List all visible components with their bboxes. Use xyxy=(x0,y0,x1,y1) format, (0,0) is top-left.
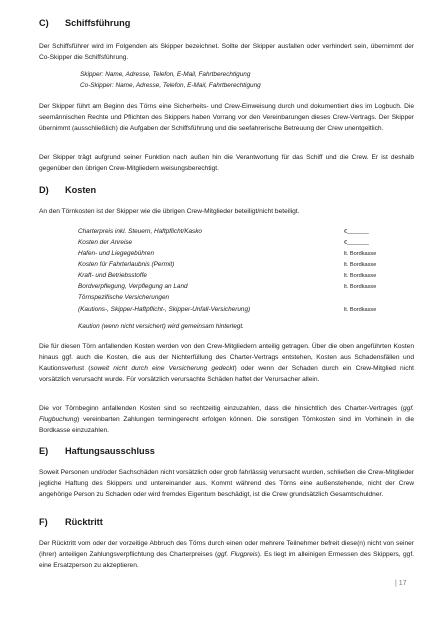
cost-value: lt. Bordkasse xyxy=(344,284,377,290)
section-f-para xyxy=(39,538,414,571)
section-d-para-1-b: soweit nicht durch eine Versicherung gedeckt xyxy=(90,365,235,372)
cost-value: €_______ xyxy=(344,229,369,235)
section-d-letter: D) xyxy=(39,185,49,195)
section-c-heading xyxy=(39,18,130,28)
section-d-intro: An den Törnkosten ist der Skipper wie die übrigen Crew-Mitglieder beteiligt/nicht beteiligt. xyxy=(39,208,300,215)
section-d-para-2 xyxy=(39,403,414,436)
cost-label: Charterpreis inkl. Steuern, Haftpflicht/Kasko xyxy=(78,228,202,235)
section-f-para-a: Der Rücktritt vom oder der vorzeitige Abbruch des Törns durch einen oder mehrere Teilnehmer befreit diese(n) nicht von seiner (ihrer) anteiligen Zahlungsverpflichtung des Charterpreises ( xyxy=(39,540,414,558)
cost-label: Kosten für Fahrterlaubnis (Permit) xyxy=(78,261,175,268)
section-d-title: Kosten xyxy=(65,185,97,195)
cost-value: lt. Bordkasse xyxy=(344,262,377,268)
section-d-para-1-c: ) oder wenn der Schaden durch ein Crew-Mitglied nicht vorsätzlich verursacht wurde. Für vorsätzlich verursachte Schäden haftet der Verursacher allein. xyxy=(39,365,414,383)
section-e-title: Haftungsausschluss xyxy=(65,446,155,456)
page-number: | 17 xyxy=(395,580,407,587)
cost-label: Törnspezifische Versicherungen xyxy=(78,294,170,301)
section-e-letter: E) xyxy=(39,446,49,456)
skipper-line: Skipper: Name, Adresse, Telefon, E-Mail, Fahrtberechtigung xyxy=(80,71,251,78)
section-e-para: Soweit Personen und/oder Sachschäden nicht vorsätzlich oder grob fahrlässig verursacht wurden, schließen die Crew-Mitglieder jegliche Haftung des Skippers und untereinander aus. Kommt während des Törns eine außenstehende, nicht der Crew angehörige Person zu Schaden oder wird fremdes Eigentum beschädigt, ist die Crew grundsätzlich Gesamtschuldner. xyxy=(39,469,414,498)
section-d-heading xyxy=(39,185,96,195)
section-c-para-2: Der Skipper führt am Beginn des Törns eine Sicherheits- und Crew-Einweisung durch und dokumentiert dies im Logbuch. Die seemännischen Rechte und Pflichten des Skippers haben Vorrang vor den Vereinbarungen dieses Crew-Vertrags. Der Skipper übernimmt (ausschließlich) die Aufgaben der Schiffsführung und die seefahrerische Betreuung der Crew unentgeltlich. xyxy=(39,103,414,132)
section-d-para-2-b: ggf. Flugbuchung xyxy=(39,405,414,423)
coskipper-line: Co-Skipper: Name, Adresse, Telefon, E-Mail, Fahrtberechtigung xyxy=(80,82,261,89)
section-d-para-1-a: Die für diesen Törn anfallenden Kosten werden von den Crew-Mitgliedern anteilig getragen. Über die oben angeführten Kosten hinaus ggf. auch die Kosten, die aus der Nichterfüllung des Charter-Vertrags entstehen, Kosten aus Schadensfällen und Kautionsverlust ( xyxy=(39,343,414,372)
section-d-para-2-a: Die vor Törnbeginn anfallenden Kosten sind so rechtzeitig einzuzahlen, dass die hinsichtlich des Charter-Vertrages ( xyxy=(39,405,403,412)
cost-label: Kraft- und Betriebsstoffe xyxy=(78,272,147,279)
cost-value: lt. Bordkasse xyxy=(344,307,377,313)
cost-value: €_______ xyxy=(344,240,369,246)
cost-label: Kosten der Anreise xyxy=(78,239,133,246)
cost-value: lt. Bordkasse xyxy=(344,251,377,257)
section-c-para-1: Der Schiffsführer wird im Folgenden als Skipper bezeichnet. Sollte der Skipper ausfallen oder verhindert sein, übernimmt der Co-Skipper die Schiffsführung. xyxy=(39,43,414,61)
section-d-para-1 xyxy=(39,341,414,385)
section-f-title: Rücktritt xyxy=(65,517,103,527)
section-c-para-3: Der Skipper trägt aufgrund seiner Funktion nach außen hin die Verantwortung für das Schiff und die Crew. Er ist deshalb gegenüber den übrigen Crew-Mitgliedern weisungsberechtigt. xyxy=(39,154,414,172)
section-e-heading xyxy=(39,446,155,456)
section-f-letter: F) xyxy=(39,517,48,527)
kaution-text: Kaution (wenn nicht versichert) wird gemeinsam hinterlegt. xyxy=(78,323,244,330)
section-f-heading xyxy=(39,517,103,527)
section-f-para-b: ggf. Flugpreis xyxy=(217,551,258,558)
cost-label: Bordverpflegung, Verpflegung an Land xyxy=(78,283,188,290)
section-c-title: Schiffsführung xyxy=(65,18,131,28)
cost-label: (Kautions-, Skipper-Haftpflicht-, Skipper-Unfall-Versicherung) xyxy=(78,306,251,313)
section-c-letter: C) xyxy=(39,18,49,28)
cost-label: Hafen- und Liegegebühren xyxy=(78,250,155,257)
section-d-para-2-c: ) vereinbarten Zahlungen termingerecht erfolgen können. Die sonstigen Törnkosten sind im Vorhinein in die Bordkasse einzuzahlen. xyxy=(39,416,414,434)
section-f-para-c: ). Es liegt im alleinigen Ermessen des Skippers, ggf. eine Ersatzperson zu akzeptieren. xyxy=(39,551,415,569)
cost-value: lt. Bordkasse xyxy=(344,273,377,279)
